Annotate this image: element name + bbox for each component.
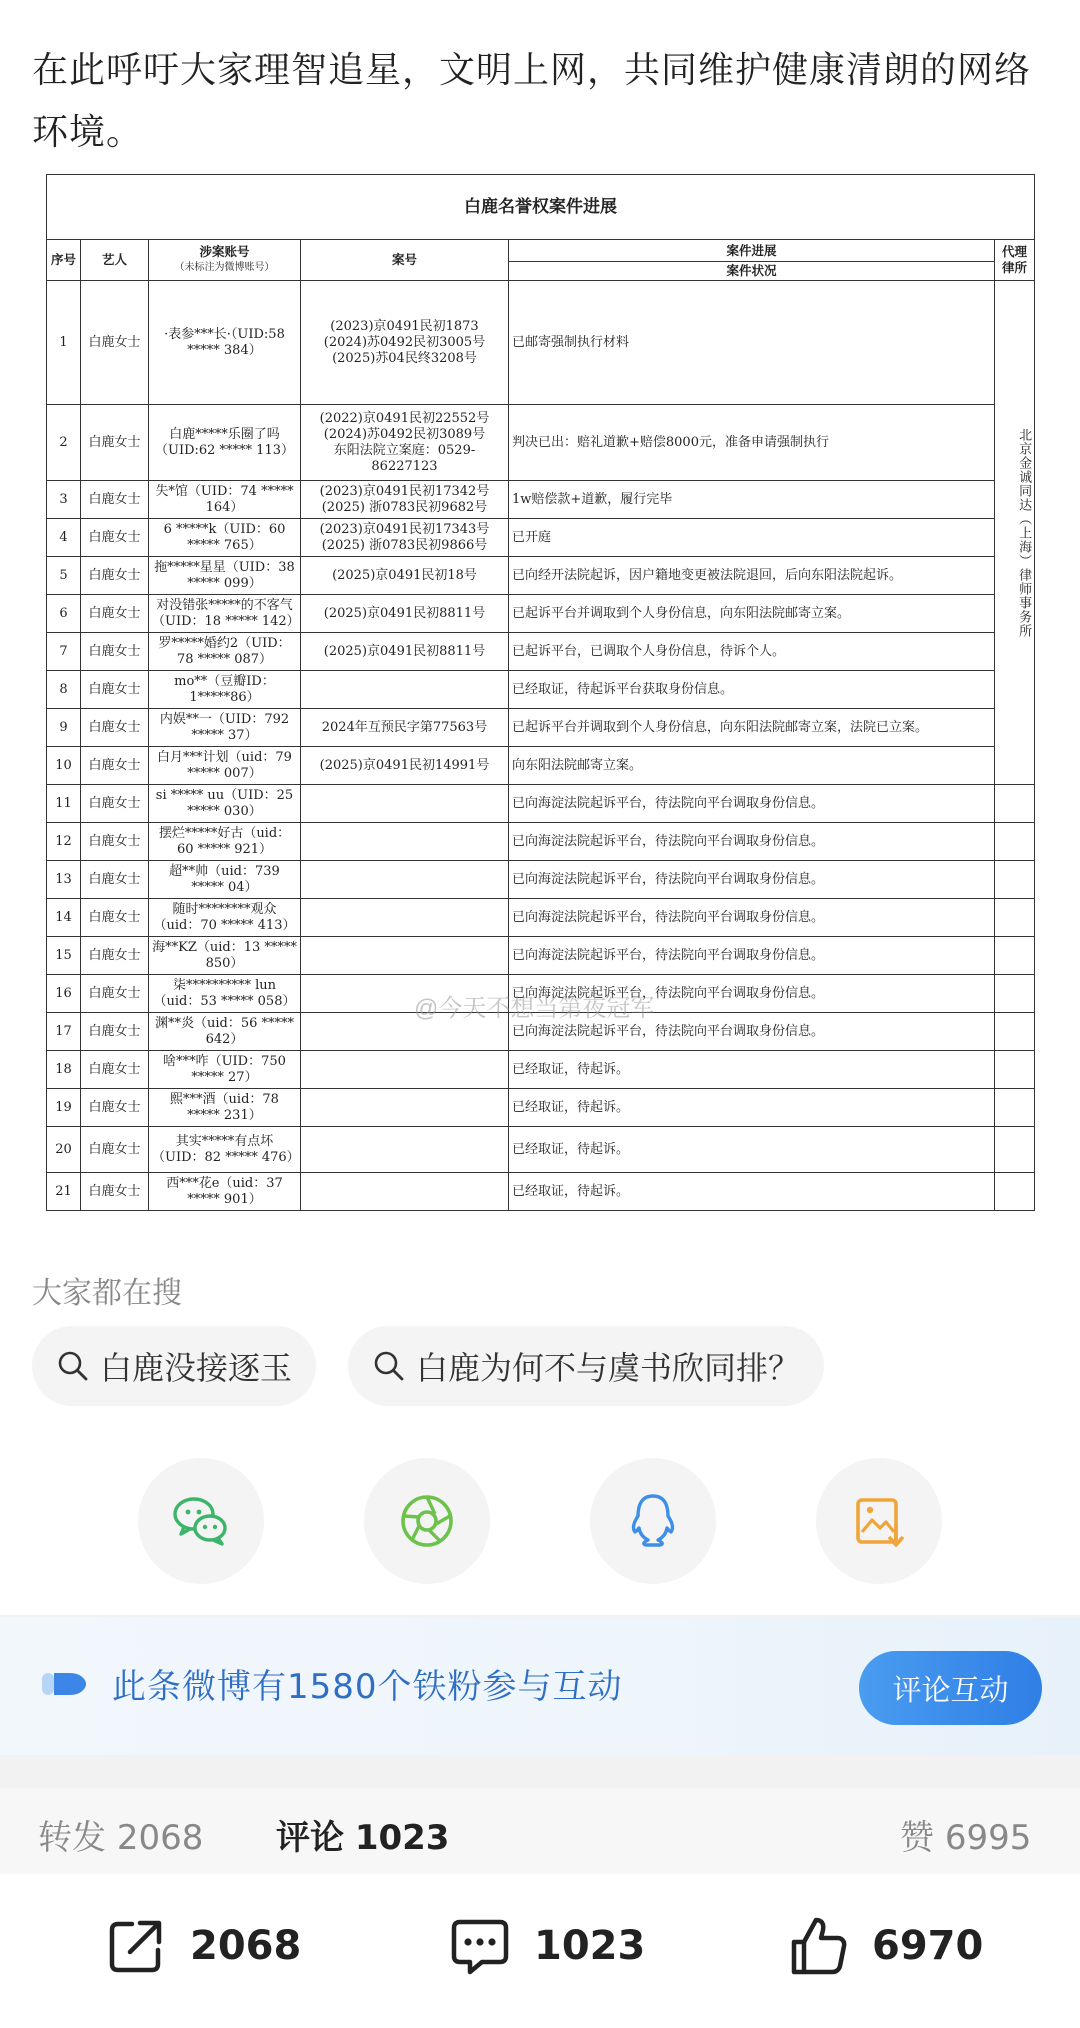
row-artist: 白鹿女士: [81, 937, 149, 975]
fans-icon: [40, 1667, 88, 1701]
row-status: 1w赔偿款+道歉，履行完毕: [509, 481, 995, 519]
row-account: 渊**炎（uid：56 ***** 642）: [149, 1013, 301, 1051]
repost-count: 2068: [190, 1923, 302, 1969]
row-case-number: [301, 785, 509, 823]
table-row: [47, 519, 1035, 557]
row-case-number: (2025)京0491民初8811号: [301, 633, 509, 671]
row-status: 已开庭: [509, 519, 995, 557]
row-status: 已向海淀法院起诉平台，待法院向平台调取身份信息。: [509, 975, 995, 1013]
row-case-number: (2023)京0491民初1873 (2024)苏0492民初3005号 (2025)苏04民终3208号: [301, 281, 509, 405]
row-status: 已起诉平台，已调取个人身份信息，待诉个人。: [509, 633, 995, 671]
row-status: 已向海淀法院起诉平台，待法院向平台调取身份信息。: [509, 937, 995, 975]
header-artist: 艺人: [81, 240, 149, 281]
like-button[interactable]: [786, 1914, 983, 1978]
bottom-action-bar: [0, 1874, 1080, 2028]
row-agent: [995, 861, 1035, 899]
row-index: 11: [47, 785, 81, 823]
table-row: [47, 1173, 1035, 1211]
row-agent: [995, 785, 1035, 823]
row-agent: [995, 937, 1035, 975]
header-case-no: 案号: [301, 240, 509, 281]
row-case-number: (2023)京0491民初17343号 (2025) 浙0783民初9866号: [301, 519, 509, 557]
search-icon: [56, 1349, 90, 1383]
share-qq-button[interactable]: [590, 1458, 716, 1584]
row-artist: 白鹿女士: [81, 1089, 149, 1127]
case-table: [46, 174, 1035, 1211]
row-status: 已经取证，待起诉。: [509, 1089, 995, 1127]
row-index: 15: [47, 937, 81, 975]
row-index: 2: [47, 405, 81, 481]
tab-comment[interactable]: 评论 1023: [276, 1818, 450, 1858]
row-case-number: [301, 1127, 509, 1173]
row-agent: [995, 975, 1035, 1013]
comment-interact-button[interactable]: 评论互动: [859, 1651, 1042, 1725]
row-index: 21: [47, 1173, 81, 1211]
row-account: si ***** uu（UID：25 ***** 030）: [149, 785, 301, 823]
tab-like[interactable]: 赞 6995: [900, 1818, 1032, 1858]
search-chip-label: 白鹿为何不与虞书欣同排？: [416, 1349, 801, 1387]
row-status: 判决已出：赔礼道歉+赔偿8000元，准备申请强制执行: [509, 405, 995, 481]
row-artist: 白鹿女士: [81, 1127, 149, 1173]
share-row: [0, 1458, 1080, 1584]
row-index: 12: [47, 823, 81, 861]
table-row: [47, 823, 1035, 861]
row-index: 20: [47, 1127, 81, 1173]
save-image-button[interactable]: [816, 1458, 942, 1584]
row-artist: 白鹿女士: [81, 1051, 149, 1089]
header-status: 案件状况: [509, 262, 995, 281]
row-agent: [995, 1173, 1035, 1211]
row-case-number: (2023)京0491民初17342号 (2025) 浙0783民初9682号: [301, 481, 509, 519]
row-artist: 白鹿女士: [81, 823, 149, 861]
table-row: [47, 557, 1035, 595]
table-row: [47, 1127, 1035, 1173]
like-count: 6970: [872, 1923, 984, 1969]
row-artist: 白鹿女士: [81, 481, 149, 519]
header-idx: 序号: [47, 240, 81, 281]
row-case-number: [301, 899, 509, 937]
thumbs-up-icon: [786, 1914, 850, 1978]
row-status: 已经取证，待起诉。: [509, 1051, 995, 1089]
iron-fans-banner: [0, 1617, 1080, 1755]
row-index: 16: [47, 975, 81, 1013]
row-case-number: [301, 1173, 509, 1211]
row-status: 已邮寄强制执行材料: [509, 281, 995, 405]
search-chip-label: 白鹿没接逐玉: [100, 1349, 293, 1387]
row-status: 向东阳法院邮寄立案。: [509, 747, 995, 785]
row-account: 白鹿*****乐圈了吗（UID:62 ***** 113）: [149, 405, 301, 481]
row-artist: 白鹿女士: [81, 861, 149, 899]
row-case-number: (2025)京0491民初18号: [301, 557, 509, 595]
row-case-number: [301, 937, 509, 975]
weibo-watermark: @今天不想当第夜冠军: [414, 995, 655, 1022]
row-artist: 白鹿女士: [81, 595, 149, 633]
table-row: [47, 671, 1035, 709]
row-status: 已向海淀法院起诉平台，待法院向平台调取身份信息。: [509, 899, 995, 937]
header-agent: 代理律所: [995, 240, 1035, 281]
header-account: 涉案账号 （未标注为微博账号）: [149, 240, 301, 281]
repost-button[interactable]: [104, 1914, 301, 1978]
row-status: 已起诉平台并调取到个人身份信息，向东阳法院邮寄立案。: [509, 595, 995, 633]
row-status: 已经取证，待起诉。: [509, 1127, 995, 1173]
row-case-number: [301, 1051, 509, 1089]
search-chip-2[interactable]: [348, 1326, 824, 1406]
post-text: 在此呼吁大家理智追星，文明上网，共同维护健康清朗的网络环境。: [32, 50, 1032, 153]
row-case-number: [301, 823, 509, 861]
search-chip-1[interactable]: [32, 1326, 316, 1406]
row-artist: 白鹿女士: [81, 671, 149, 709]
row-account: 海**KZ（uid：13 ***** 850）: [149, 937, 301, 975]
row-agent: [995, 1013, 1035, 1051]
row-status: 已向海淀法院起诉平台，待法院向平台调取身份信息。: [509, 1013, 995, 1051]
row-status: 已经取证，待起诉。: [509, 1173, 995, 1211]
table-row: [47, 709, 1035, 747]
row-account: mo**（豆瓣ID：1*****86）: [149, 671, 301, 709]
comment-button[interactable]: [448, 1914, 645, 1978]
row-case-number: [301, 1089, 509, 1127]
table-row: [47, 281, 1035, 405]
row-case-number: 2024年互预民字第77563号: [301, 709, 509, 747]
row-artist: 白鹿女士: [81, 1013, 149, 1051]
row-artist: 白鹿女士: [81, 709, 149, 747]
row-artist: 白鹿女士: [81, 785, 149, 823]
table-row: [47, 785, 1035, 823]
row-status: 已向海淀法院起诉平台，待法院向平台调取身份信息。: [509, 785, 995, 823]
table-row: [47, 899, 1035, 937]
repost-icon: [104, 1914, 168, 1978]
table-row: [47, 481, 1035, 519]
row-status: 已经取证，待起诉平台获取身份信息。: [509, 671, 995, 709]
row-index: 18: [47, 1051, 81, 1089]
row-case-number: [301, 671, 509, 709]
row-agent: [995, 899, 1035, 937]
row-case-number: (2022)京0491民初22552号 (2024)苏0492民初3089号 东阳法院立案庭：0529-86227123: [301, 405, 509, 481]
row-artist: 白鹿女士: [81, 281, 149, 405]
share-wechat-button[interactable]: [138, 1458, 264, 1584]
row-account: 罗*****婚约2（UID：78 ***** 087）: [149, 633, 301, 671]
row-agent: [995, 1089, 1035, 1127]
row-artist: 白鹿女士: [81, 1173, 149, 1211]
row-account: 摆烂*****好古（uid：60 ***** 921）: [149, 823, 301, 861]
moments-icon: [394, 1488, 460, 1554]
search-icon: [372, 1349, 406, 1383]
row-index: 17: [47, 1013, 81, 1051]
row-index: 6: [47, 595, 81, 633]
row-account: 失*馆（UID：74 ***** 164）: [149, 481, 301, 519]
row-account: 熙***酒（uid：78 ***** 231）: [149, 1089, 301, 1127]
row-account: 对没错张*****的不客气（UID：18 ***** 142）: [149, 595, 301, 633]
row-index: 9: [47, 709, 81, 747]
case-progress-document[interactable]: [34, 168, 1046, 1240]
table-row: [47, 405, 1035, 481]
iron-fans-text: 此条微博有1580个铁粉参与互动: [112, 1667, 623, 1707]
comment-count: 1023: [534, 1923, 646, 1969]
tab-repost[interactable]: 转发 2068: [38, 1818, 204, 1858]
table-row: [47, 1051, 1035, 1089]
row-artist: 白鹿女士: [81, 899, 149, 937]
row-index: 1: [47, 281, 81, 405]
row-account: 其实*****有点坏（UID：82 ***** 476）: [149, 1127, 301, 1173]
row-status: 已向经开法院起诉，因户籍地变更被法院退回，后向东阳法院起诉。: [509, 557, 995, 595]
save-image-icon: [846, 1488, 912, 1554]
case-table-title: 白鹿名誉权案件进展: [47, 175, 1035, 240]
table-row: [47, 595, 1035, 633]
qq-icon: [620, 1488, 686, 1554]
row-account: 超**帅（uid：739 ***** 04）: [149, 861, 301, 899]
row-account: 白月***计划（uid：79 ***** 007）: [149, 747, 301, 785]
row-account: 柒********** lun（uid：53 ***** 058）: [149, 975, 301, 1013]
row-account: 随时********观众（uid：70 ***** 413）: [149, 899, 301, 937]
row-index: 7: [47, 633, 81, 671]
row-index: 4: [47, 519, 81, 557]
table-row: [47, 937, 1035, 975]
row-artist: 白鹿女士: [81, 633, 149, 671]
interaction-tabs: [0, 1788, 1080, 1874]
table-row: [47, 1089, 1035, 1127]
row-account: 啥***咋（UID：750 ***** 27）: [149, 1051, 301, 1089]
row-index: 19: [47, 1089, 81, 1127]
row-artist: 白鹿女士: [81, 747, 149, 785]
row-account: 西***花e（uid：37 ***** 901）: [149, 1173, 301, 1211]
wechat-icon: [168, 1488, 234, 1554]
row-status: 已向海淀法院起诉平台，待法院向平台调取身份信息。: [509, 823, 995, 861]
row-index: 5: [47, 557, 81, 595]
row-case-number: (2025)京0491民初14991号: [301, 747, 509, 785]
row-account: 拖*****星星（UID：38 ***** 099）: [149, 557, 301, 595]
row-artist: 白鹿女士: [81, 405, 149, 481]
row-case-number: [301, 861, 509, 899]
row-account: ·表参***长·（UID:58 ***** 384）: [149, 281, 301, 405]
row-account: 6 *****k（UID：60 ***** 765）: [149, 519, 301, 557]
row-artist: 白鹿女士: [81, 557, 149, 595]
row-status: 已向海淀法院起诉平台，待法院向平台调取身份信息。: [509, 861, 995, 899]
table-row: [47, 747, 1035, 785]
row-agent: [995, 1051, 1035, 1089]
share-moments-button[interactable]: [364, 1458, 490, 1584]
row-index: 8: [47, 671, 81, 709]
row-index: 13: [47, 861, 81, 899]
row-artist: 白鹿女士: [81, 519, 149, 557]
row-index: 14: [47, 899, 81, 937]
table-row: [47, 633, 1035, 671]
comment-icon: [448, 1914, 512, 1978]
row-agent: [995, 823, 1035, 861]
row-case-number: (2025)京0491民初8811号: [301, 595, 509, 633]
search-section-label: 大家都在搜: [32, 1276, 182, 1311]
table-row: [47, 861, 1035, 899]
header-progress: 案件进展: [509, 240, 995, 262]
row-index: 10: [47, 747, 81, 785]
row-artist: 白鹿女士: [81, 975, 149, 1013]
row-index: 3: [47, 481, 81, 519]
law-firm: 北京金诚同达（上海）律师事务所: [995, 281, 1035, 785]
row-account: 内娱**一（UID：792 ***** 37）: [149, 709, 301, 747]
row-agent: [995, 1127, 1035, 1173]
row-status: 已起诉平台并调取到个人身份信息，向东阳法院邮寄立案，法院已立案。: [509, 709, 995, 747]
